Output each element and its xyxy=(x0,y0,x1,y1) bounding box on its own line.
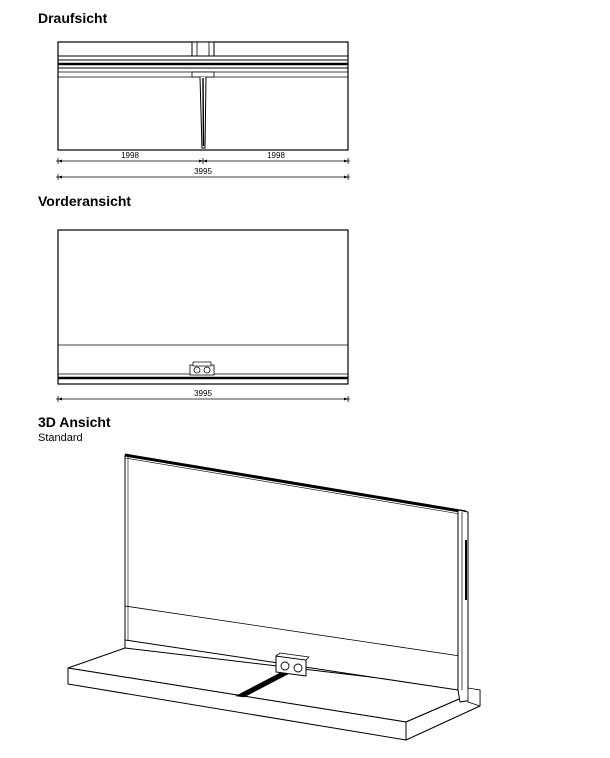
view-3d-drawing xyxy=(68,455,480,740)
front-view-socket-top xyxy=(193,362,211,366)
top-view-drawing xyxy=(58,42,348,150)
dimension-arrow xyxy=(344,398,348,401)
right-post xyxy=(458,510,472,702)
view-3d-subtitle: Standard xyxy=(38,432,83,444)
dimension-arrow xyxy=(203,160,207,163)
dimension-arrow xyxy=(344,160,348,163)
top-view-cable xyxy=(203,78,204,146)
front-view-drawing xyxy=(58,230,348,384)
dimension-arrow xyxy=(199,160,203,163)
top-view-dim-right-label: 1998 xyxy=(267,151,285,160)
top-view-center-post xyxy=(192,42,214,56)
dimension-arrow xyxy=(344,176,348,179)
dimension-arrow xyxy=(58,160,62,163)
top-view-title: Draufsicht xyxy=(38,10,108,26)
top-view-dim-total-label: 3995 xyxy=(194,167,212,176)
front-view-outline xyxy=(58,230,348,384)
front-view-dim-total-label: 3995 xyxy=(194,389,212,398)
dimension-arrow xyxy=(58,176,62,179)
dimension-arrow xyxy=(58,398,62,401)
socket-right xyxy=(294,664,302,672)
top-view-connector xyxy=(192,72,214,77)
top-view-dim-left-label: 1998 xyxy=(121,151,139,160)
front-view-title: Vorderansicht xyxy=(38,193,132,209)
socket-left xyxy=(281,662,289,670)
view-3d-title: 3D Ansicht xyxy=(38,414,111,430)
